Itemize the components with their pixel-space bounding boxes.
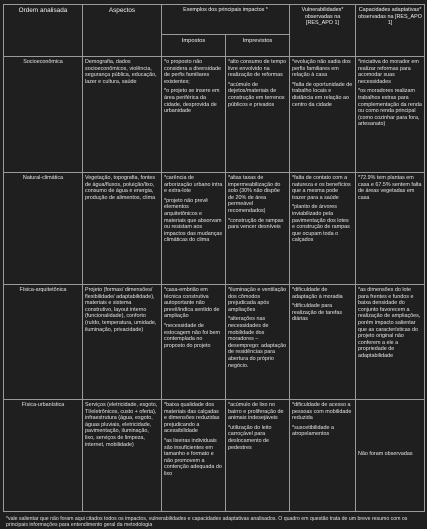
vulnerability-item: *falta de oportunidade de trabalho locais e distância em relação ao centro da cidade: [292, 81, 353, 108]
row-imposed: [162, 57, 226, 173]
header-impacts: Exemplos dos principais impactos *: [162, 5, 290, 35]
footnote: *vale salientar que não foram aqui citados todos os impactos, vulnerabilidades e capacidades adaptativas analisados. O quadro em questão trata de um breve resumo com os principais informações para entendimento geral da metodologia: [6, 516, 408, 529]
impact-item: *casa-embrião em técnica construtiva autoportante não prevê/indica sentido de ampliação: [164, 287, 220, 320]
row-aspects: Projeto (formas/ dimensões/ flexibilidade/ adaptabilidade), materiais e sistema construtivo, layout interno (funcionalidade), conforto (ruído, temperatura, umidade, iluminação, privacidade): [83, 285, 162, 400]
capacity-item: *iniciativa do morador em realizar reformas para acomodar suas necessidades: [358, 59, 419, 85]
row-order: Socioeconômica: [4, 57, 83, 173]
table-row: [4, 173, 425, 285]
table-row: [4, 400, 425, 512]
impact-item: *acúmulo de dejetos/materiais de construção em terrenos públicos e privados: [228, 81, 285, 108]
impact-item: *construção de rampas para vencer desníveis: [228, 217, 284, 231]
row-aspects: Vegetação, topografia, fontes de água/fluxos, poluição/lixo, consumo de água e energia, produção de alimentos, clima: [83, 173, 162, 285]
impact-item: *iluminação e ventilação dos cômodos prejudicada após ampliações: [228, 287, 287, 313]
row-capacities: [356, 285, 425, 400]
vulnerability-item: *dificuldade de acesso a pessoas com mobilidade reduzida: [292, 402, 352, 422]
row-capacities: [356, 400, 425, 512]
row-unforeseen: [226, 57, 290, 173]
capacity-item: *72.9% tem plantas em casa e 67.5% sentem falta de áreas vegetadas em casa: [358, 175, 422, 201]
header-aspects: Aspectos: [83, 5, 162, 57]
impact-item: *baixa qualidade dos materiais das calçadas e dimensões reduzidas prejudicando a acessibilidade: [164, 402, 220, 435]
impact-item: *projeto não prevê elementos arquitetônicos e materiais que absorvam ou resistam aos impactos das mudanças climáticas do clima: [164, 197, 223, 244]
table-row: [4, 57, 425, 173]
vulnerability-item: *suscetibilidade a atropelamentos: [292, 424, 334, 438]
row-aspects: Demografia, dados socioeconômicos, violência, segurança pública, educação, lazer e cultura, saúde: [83, 57, 162, 173]
row-order: Física-arquitetônica: [4, 285, 83, 400]
row-vulnerabilities: [290, 285, 356, 400]
row-vulnerabilities: [290, 57, 356, 173]
row-imposed: [162, 173, 226, 285]
capacity-item: Não foram observadas: [358, 450, 413, 457]
impact-item: *acúmulo de lixo no bairro e proliferação de animais indesejáveis: [228, 402, 284, 422]
impact-item: *carência de arborização urbano intra e extra-lote: [164, 175, 223, 195]
row-order: Natural-climática: [4, 173, 83, 285]
header-capacities: Capacidades adaptativas* observadas na [RES_APO 1]: [356, 5, 425, 57]
row-imposed: [162, 400, 226, 512]
vulnerability-item: *dificuldade de adaptação à moradia: [292, 287, 343, 300]
row-order: Física-urbanística: [4, 400, 83, 512]
header-unforeseen: Imprevistos: [226, 35, 290, 57]
impact-item: *o proposto não considera a diversidade de perfis familiares existentes;: [164, 59, 221, 85]
row-unforeseen: [226, 285, 290, 400]
impact-item: *altas taxas de impermeabilização do solo (30% não dispõe de 20% de área permeável recomendados): [228, 175, 281, 214]
row-imposed: [162, 285, 226, 400]
impact-item: *alterações nas necessidades de mobilidade dos moradores – desemprego: adaptação de residências para abertura do próprio negócio.: [228, 316, 287, 369]
row-unforeseen: [226, 173, 290, 285]
row-unforeseen: [226, 400, 290, 512]
header-order: Ordem analisada: [4, 5, 83, 57]
row-capacities: [356, 57, 425, 173]
row-vulnerabilities: [290, 173, 356, 285]
vulnerability-item: *dificuldade para realização de tarefas diárias: [292, 303, 343, 323]
impact-item: *as lixeiras individuais são insuficientes em tamanho e formato e não promovem a contenção adequada do lixo: [164, 437, 222, 477]
vulnerability-item: *plantio de árvores inviabilizado pela pavimentação dos lotes e construção de rampas que ocupam toda o calçados: [292, 204, 350, 244]
analysis-table: [3, 4, 425, 512]
header-imposed: Impostos: [162, 35, 226, 57]
capacity-item: *os moradores realizam trabalhos extras para complementação da renda ou como renda principal (como cozinhar para fora, artesanato): [358, 88, 422, 128]
row-vulnerabilities: [290, 400, 356, 512]
vulnerability-item: *falta de contato com a natureza e os benefícios que a mesma pode trazer para a saúde: [292, 175, 351, 201]
impact-item: *utilização do leito carroçável para deslocamento de pedestres: [228, 424, 272, 451]
impact-item: *o projeto se insere em área periférica da cidade, desprovida de urbanidade: [164, 88, 220, 115]
impact-item: *necessidade de estocagem não foi bem contemplada no proposto do projeto: [164, 322, 221, 349]
impact-item: *alto consumo de tempo livre envolvido na realização de reformas: [228, 59, 287, 79]
vulnerability-item: *evolução não sadia dos perfis familiares em relação à casa: [292, 59, 351, 79]
table-row: [4, 285, 425, 400]
row-capacities: [356, 173, 425, 285]
capacity-item: *as dimensões do lote para frentes e fundos e baixa densidade do conjunto favorecem a realização de ampliações, porém impacto salientar que as características do projeto original não conferem a ele a propriedade de adaptabilidade: [358, 287, 421, 359]
header-vulnerabilities: Vulnerabilidades* observadas na [RES_APO 1]: [290, 5, 356, 57]
row-aspects: Serviços (eletricidade, esgoto, TI/eletrônicos, custo + oferta), infraestrutura (água, esgoto, águas pluviais, eletricidade, pavimentação, iluminação, lixo, serviços de limpeza, internet, mobilidade): [83, 400, 162, 512]
